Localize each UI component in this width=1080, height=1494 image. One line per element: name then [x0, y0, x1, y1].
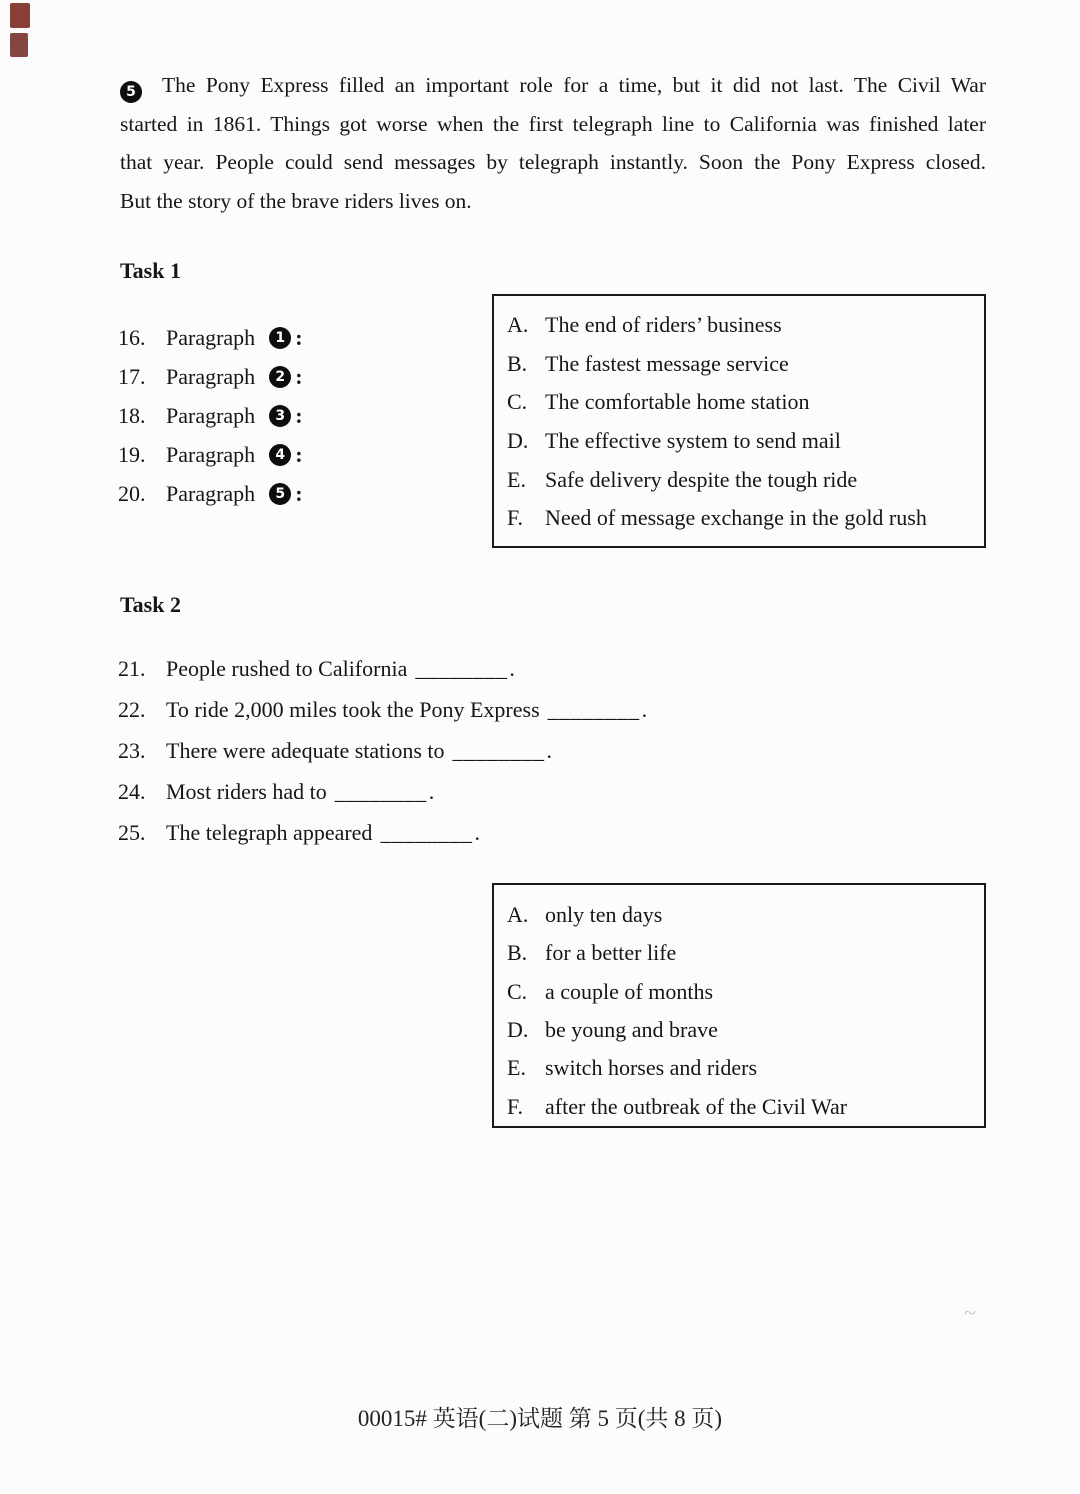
task2-option-f — [494, 1087, 984, 1125]
task1-item-19 — [118, 435, 303, 474]
item-text: To ride 2,000 miles took the Pony Express — [166, 696, 540, 722]
task2-items — [118, 648, 647, 853]
task1-item-16 — [118, 318, 303, 357]
item-period: . — [428, 778, 435, 804]
item-number: 25. — [118, 819, 146, 845]
item-label: Paragraph — [166, 363, 256, 389]
option-letter: F. — [507, 505, 523, 531]
item-period: . — [641, 696, 648, 722]
scan-mark — [10, 33, 28, 57]
option-letter: D. — [507, 1017, 529, 1043]
item-colon: : — [295, 402, 303, 428]
item-text: People rushed to California — [166, 655, 408, 681]
option-text: switch horses and riders — [545, 1055, 758, 1081]
task1-option-c — [494, 383, 984, 422]
item-period: . — [474, 819, 480, 845]
item-label: Paragraph — [166, 441, 256, 467]
paragraph-5-ref-badge: 5 — [269, 483, 291, 505]
option-letter: F. — [507, 1093, 523, 1119]
item-period: . — [509, 655, 515, 681]
answer-blank: ________ — [415, 655, 508, 681]
task1-option-e — [494, 460, 984, 499]
scan-mark — [10, 3, 30, 28]
option-letter: B. — [507, 940, 528, 966]
passage-line: that year. People could send messages by telegraph instantly. Soon the Pony Express closed. — [120, 150, 986, 174]
passage-line — [120, 66, 986, 105]
passage-line: But the story of the brave riders lives on. — [120, 188, 472, 213]
option-letter: E. — [507, 466, 526, 492]
option-letter: E. — [507, 1055, 526, 1081]
item-number: 22. — [118, 696, 146, 722]
item-text: The telegraph appeared — [166, 819, 373, 845]
task2-option-c — [494, 973, 984, 1011]
option-text: The fastest message service — [545, 350, 789, 376]
option-letter: B. — [507, 350, 528, 376]
task2-options-box — [492, 883, 986, 1128]
task2-item-21 — [118, 648, 647, 689]
item-period: . — [546, 737, 553, 763]
paragraph-1-badge: 1 — [269, 327, 291, 349]
page-footer: 00015# 英语(二)试题 第 5 页(共 8 页) — [357, 1406, 723, 1431]
scan-noise: ~ — [964, 1300, 976, 1325]
option-letter: C. — [507, 978, 528, 1004]
passage-line: started in 1861. Things got worse when the first telegraph line to California was finished later — [120, 111, 986, 136]
item-number: 24. — [118, 778, 146, 804]
option-text: after the outbreak of the Civil War — [545, 1093, 848, 1119]
option-letter: C. — [507, 389, 528, 415]
option-text: Need of message exchange in the gold rush — [545, 505, 927, 531]
task1-option-d — [494, 422, 984, 461]
task1-title: Task 1 — [120, 258, 181, 283]
option-text: The effective system to send mail — [545, 428, 841, 454]
option-letter: A. — [507, 312, 529, 338]
item-colon: : — [295, 441, 303, 467]
paragraph-5-badge: 5 — [120, 81, 142, 103]
paragraph-4-badge: 4 — [269, 444, 291, 466]
task1-items — [118, 318, 303, 513]
task2-title: Task 2 — [120, 592, 181, 617]
option-letter: A. — [507, 902, 529, 928]
task2-item-22 — [118, 689, 647, 730]
task1-option-f — [494, 499, 984, 538]
task2-item-24 — [118, 771, 647, 812]
task1-option-b — [494, 345, 984, 384]
task2-option-a — [494, 896, 984, 934]
paragraph-2-badge: 2 — [269, 366, 291, 388]
answer-blank: ________ — [380, 819, 473, 845]
task2-option-d — [494, 1011, 984, 1049]
item-number: 16. — [118, 324, 146, 350]
item-colon: : — [295, 363, 303, 389]
item-label: Paragraph — [166, 402, 256, 428]
paragraph-3-badge: 3 — [269, 405, 291, 427]
task2-option-e — [494, 1049, 984, 1087]
task1-option-a — [494, 306, 984, 345]
option-text: for a better life — [545, 940, 677, 966]
answer-blank: ________ — [334, 778, 427, 804]
item-colon: : — [295, 480, 303, 506]
item-text: Most riders had to — [166, 778, 327, 804]
option-text: The comfortable home station — [545, 389, 810, 415]
task1-item-20 — [118, 474, 303, 513]
item-number: 23. — [118, 737, 146, 763]
option-text: a couple of months — [545, 978, 714, 1004]
item-text: There were adequate stations to — [166, 737, 445, 763]
item-label: Paragraph — [166, 324, 256, 350]
task2-item-25 — [118, 812, 647, 853]
option-text: be young and brave — [545, 1017, 718, 1043]
passage-text: The Pony Express filled an important role for a time, but it did not last. The Civil War — [162, 73, 986, 97]
item-number: 17. — [118, 363, 146, 389]
item-number: 20. — [118, 480, 146, 506]
option-text: only ten days — [545, 902, 663, 928]
option-text: Safe delivery despite the tough ride — [545, 466, 858, 492]
answer-blank: ________ — [547, 696, 640, 722]
item-label: Paragraph — [166, 480, 256, 506]
option-text: The end of riders’ business — [545, 312, 782, 338]
passage-paragraph-5 — [120, 66, 986, 220]
item-number: 19. — [118, 441, 146, 467]
item-number: 18. — [118, 402, 146, 428]
item-number: 21. — [118, 655, 146, 681]
item-colon: : — [295, 324, 303, 350]
task1-item-17 — [118, 357, 303, 396]
task2-option-b — [494, 934, 984, 972]
task2-item-23 — [118, 730, 647, 771]
answer-blank: ________ — [452, 737, 545, 763]
task1-item-18 — [118, 396, 303, 435]
task1-options-box — [492, 294, 986, 548]
option-letter: D. — [507, 428, 529, 454]
